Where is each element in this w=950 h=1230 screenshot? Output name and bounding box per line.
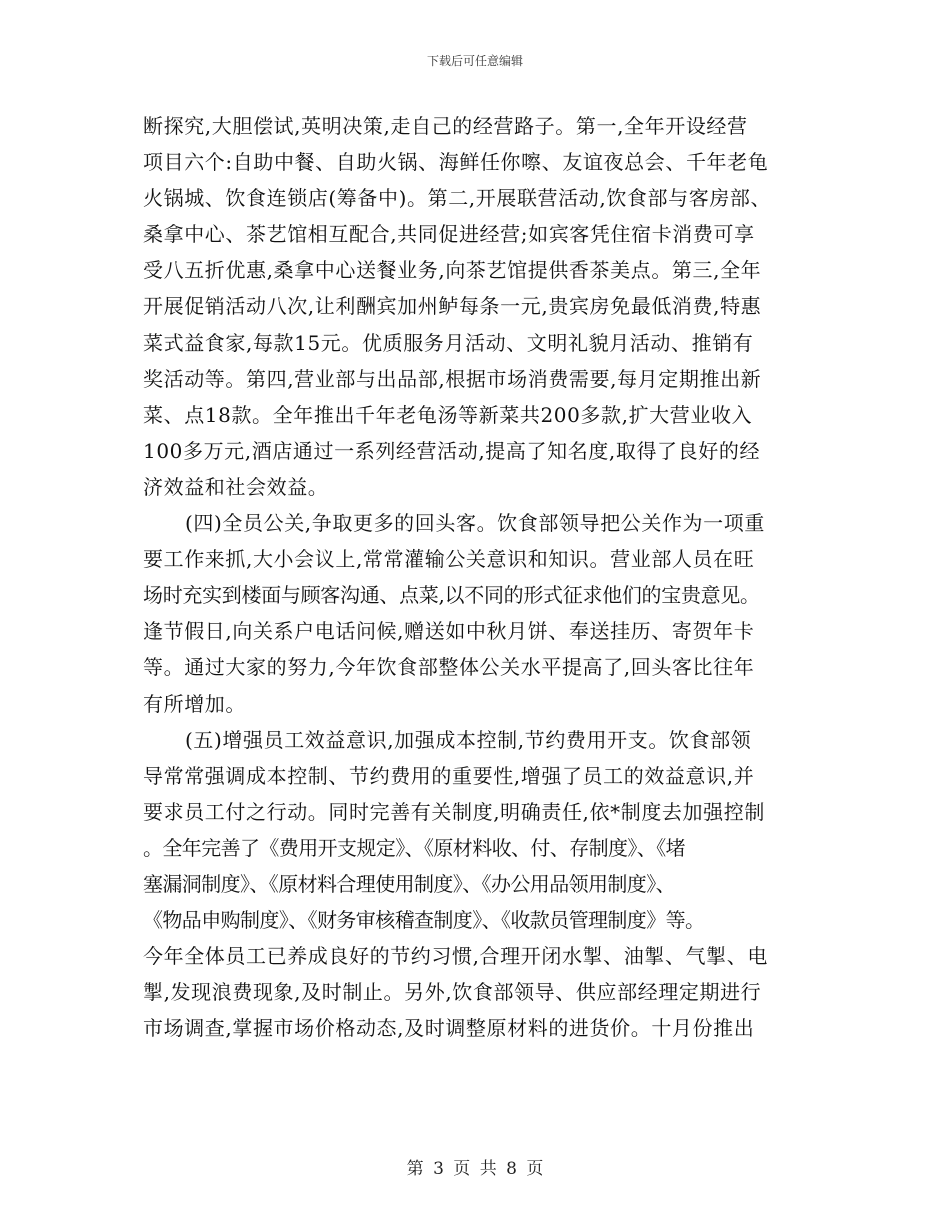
paragraph-start-line: (五)增强员工效益意识,加强成本控制,节约费用开支。饮食部领 — [185, 727, 752, 752]
body-text — [143, 108, 803, 1046]
text-line: 《物品申购制度》、《财务审核稽查制度》、《收款员管理制度》等。 — [143, 908, 705, 933]
text-line: 桑拿中心、茶艺馆相互配合,共同促进经营;如宾客凭住宿卡消费可享 — [143, 222, 755, 247]
text-line: 火锅城、饮食连锁店(筹备中)。第二,开展联营活动,饮食部与客房部、 — [143, 186, 772, 211]
text-line: 开展促销活动八次,让利酬宾加州鲈每条一元,贵宾房免最低消费,特惠 — [143, 294, 762, 319]
text-line: 掣,发现浪费现象,及时制止。另外,饮食部领导、供应部经理定期进行 — [143, 980, 762, 1005]
text-line: 要求员工付之行动。同时完善有关制度,明确责任,依*制度去加强控制 — [143, 799, 765, 824]
text-line: 逢节假日,向关系户电话问候,赠送如中秋月饼、奉送挂历、寄贺年卡 — [143, 619, 755, 644]
text-line: 100多万元,酒店通过一系列经营活动,提高了知名度,取得了良好的经 — [143, 438, 761, 463]
page-header-note: 下载后可任意编辑 — [426, 54, 523, 68]
paragraph-start-line: (四)全员公关,争取更多的回头客。饮食部领导把公关作为一项重 — [185, 511, 765, 536]
text-line: 等。通过大家的努力,今年饮食部整体公关水平提高了,回头客比往年 — [143, 655, 755, 680]
text-line: 菜、点18款。全年推出千年老龟汤等新菜共200多款,扩大营业收入 — [143, 402, 753, 427]
text-line: 有所增加。 — [143, 691, 246, 716]
text-line: 奖活动等。第四,营业部与出品部,根据市场消费需要,每月定期推出新 — [143, 366, 762, 391]
text-line: 导常常强调成本控制、节约费用的重要性,增强了员工的效益意识,并 — [143, 763, 755, 788]
text-line: 市场调查,掌握市场价格动态,及时调整原材料的进货价。十月份推出 — [143, 1016, 755, 1041]
text-line: 受八五折优惠,桑拿中心送餐业务,向茶艺馆提供香茶美点。第三,全年 — [143, 258, 762, 283]
text-line: 。全年完善了《费用开支规定》、《原材料收、付、存制度》、《堵 — [143, 835, 685, 860]
text-line: 菜式益食家,每款15元。优质服务月活动、文明礼貌月活动、推销有 — [143, 330, 754, 355]
text-line: 济效益和社会效益。 — [143, 474, 329, 499]
page-number-footer: 第 3 页 共 8 页 — [406, 1159, 544, 1179]
text-line: 断探究,大胆偿试,英明决策,走自己的经营路子。第一,全年开设经营 — [143, 114, 748, 138]
text-line: 场时充实到楼面与顾客沟通、点菜,以不同的形式征求他们的宝贵意见。 — [143, 583, 760, 608]
text-line: 塞漏洞制度》、《原材料合理使用制度》、《办公用品领用制度》、 — [143, 871, 675, 896]
text-line: 要工作来抓,大小会议上,常常灌输公关意识和知识。营业部人员在旺 — [143, 547, 755, 572]
text-line: 项目六个:自助中餐、自助火锅、海鲜任你嚓、友谊夜总会、千年老龟 — [143, 150, 769, 175]
text-line: 今年全体员工已养成良好的节约习惯,合理开闭水掣、油掣、气掣、电 — [143, 944, 768, 969]
